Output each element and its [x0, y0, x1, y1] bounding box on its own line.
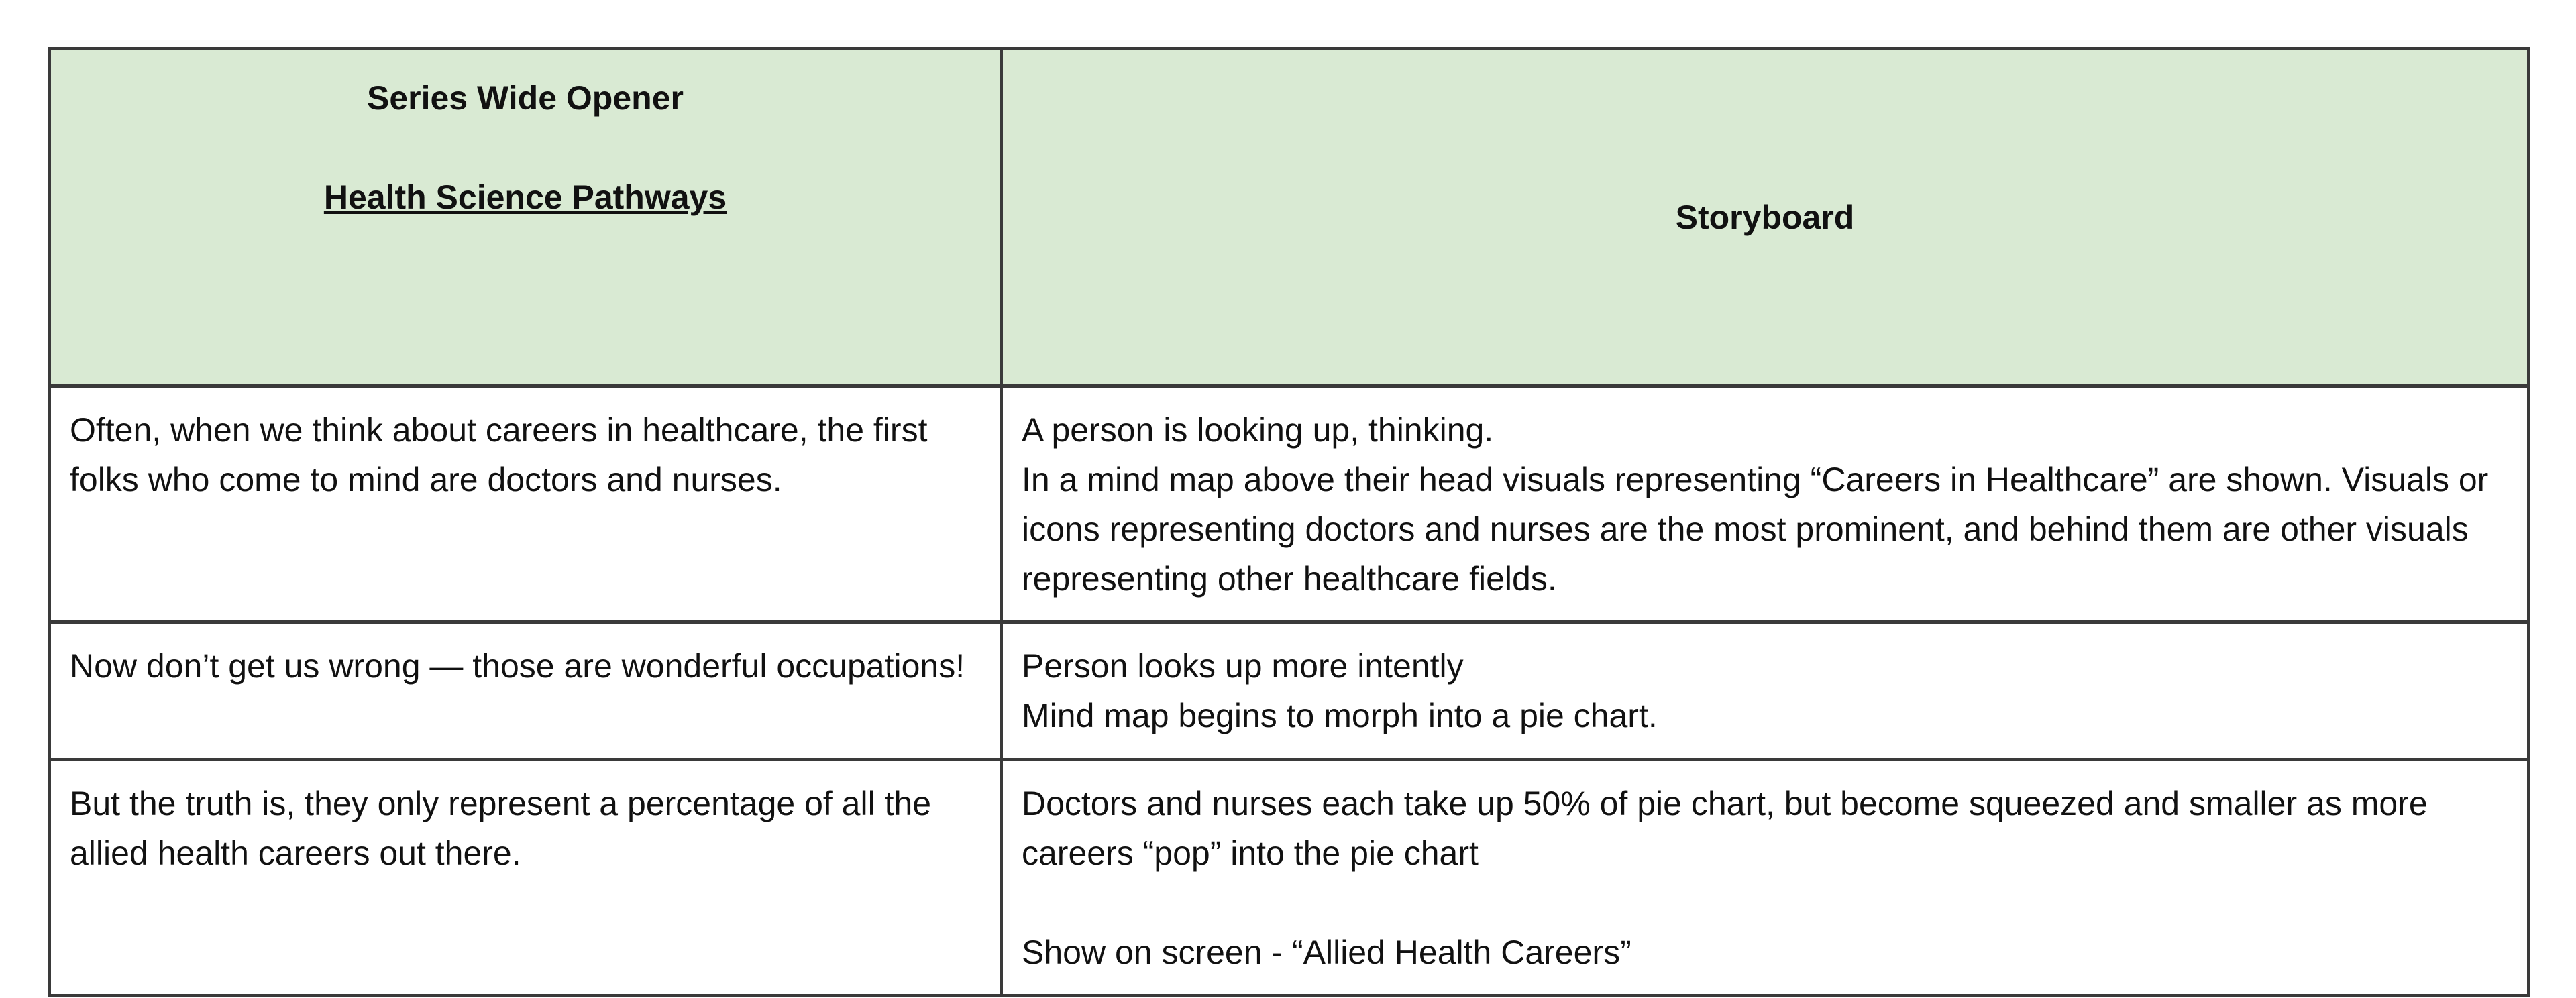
script-text: But the truth is, they only represent a percentage of all the allied health careers out there. — [70, 785, 932, 872]
header-title-cell[interactable] — [50, 49, 1002, 386]
pathway-subtitle: Health Science Pathways — [323, 178, 727, 216]
storyboard-line: In a mind map above their head visuals representing “Careers in Healthcare” are shown. Visuals or icons representing doctors and nurses are the most prominent, and behind them are other visuals representing other healthcare fields. — [1022, 461, 2489, 598]
storyboard-header-cell[interactable] — [1002, 49, 2529, 386]
script-text: Now don’t get us wrong — those are wonderful occupations! — [70, 647, 965, 685]
storyboard-table — [48, 47, 2530, 997]
storyboard-cell[interactable] — [1002, 386, 2529, 622]
storyboard-cell[interactable] — [1002, 622, 2529, 760]
storyboard-heading: Storyboard — [1675, 199, 1855, 236]
storyboard-line: Mind map begins to morph into a pie chart. — [1022, 697, 1658, 734]
table-row — [50, 386, 2529, 622]
script-cell[interactable] — [50, 760, 1002, 996]
series-opener-title: Series Wide Opener — [367, 79, 684, 117]
table-row — [50, 760, 2529, 996]
header-row — [50, 49, 2529, 386]
table-row — [50, 622, 2529, 760]
storyboard-line: Doctors and nurses each take up 50% of pie chart, but become squeezed and smaller as more careers “pop” into the pie chart — [1022, 785, 2428, 872]
blank-line — [1022, 878, 2508, 928]
storyboard-cell[interactable] — [1002, 760, 2529, 996]
script-cell[interactable] — [50, 386, 1002, 622]
storyboard-line: Show on screen - “Allied Health Careers” — [1022, 934, 1631, 971]
storyboard-line: Person looks up more intently — [1022, 647, 1464, 685]
storyboard-line: A person is looking up, thinking. — [1022, 411, 1494, 449]
script-cell[interactable] — [50, 622, 1002, 760]
script-text: Often, when we think about careers in healthcare, the first folks who come to mind are doctors and nurses. — [70, 411, 928, 498]
